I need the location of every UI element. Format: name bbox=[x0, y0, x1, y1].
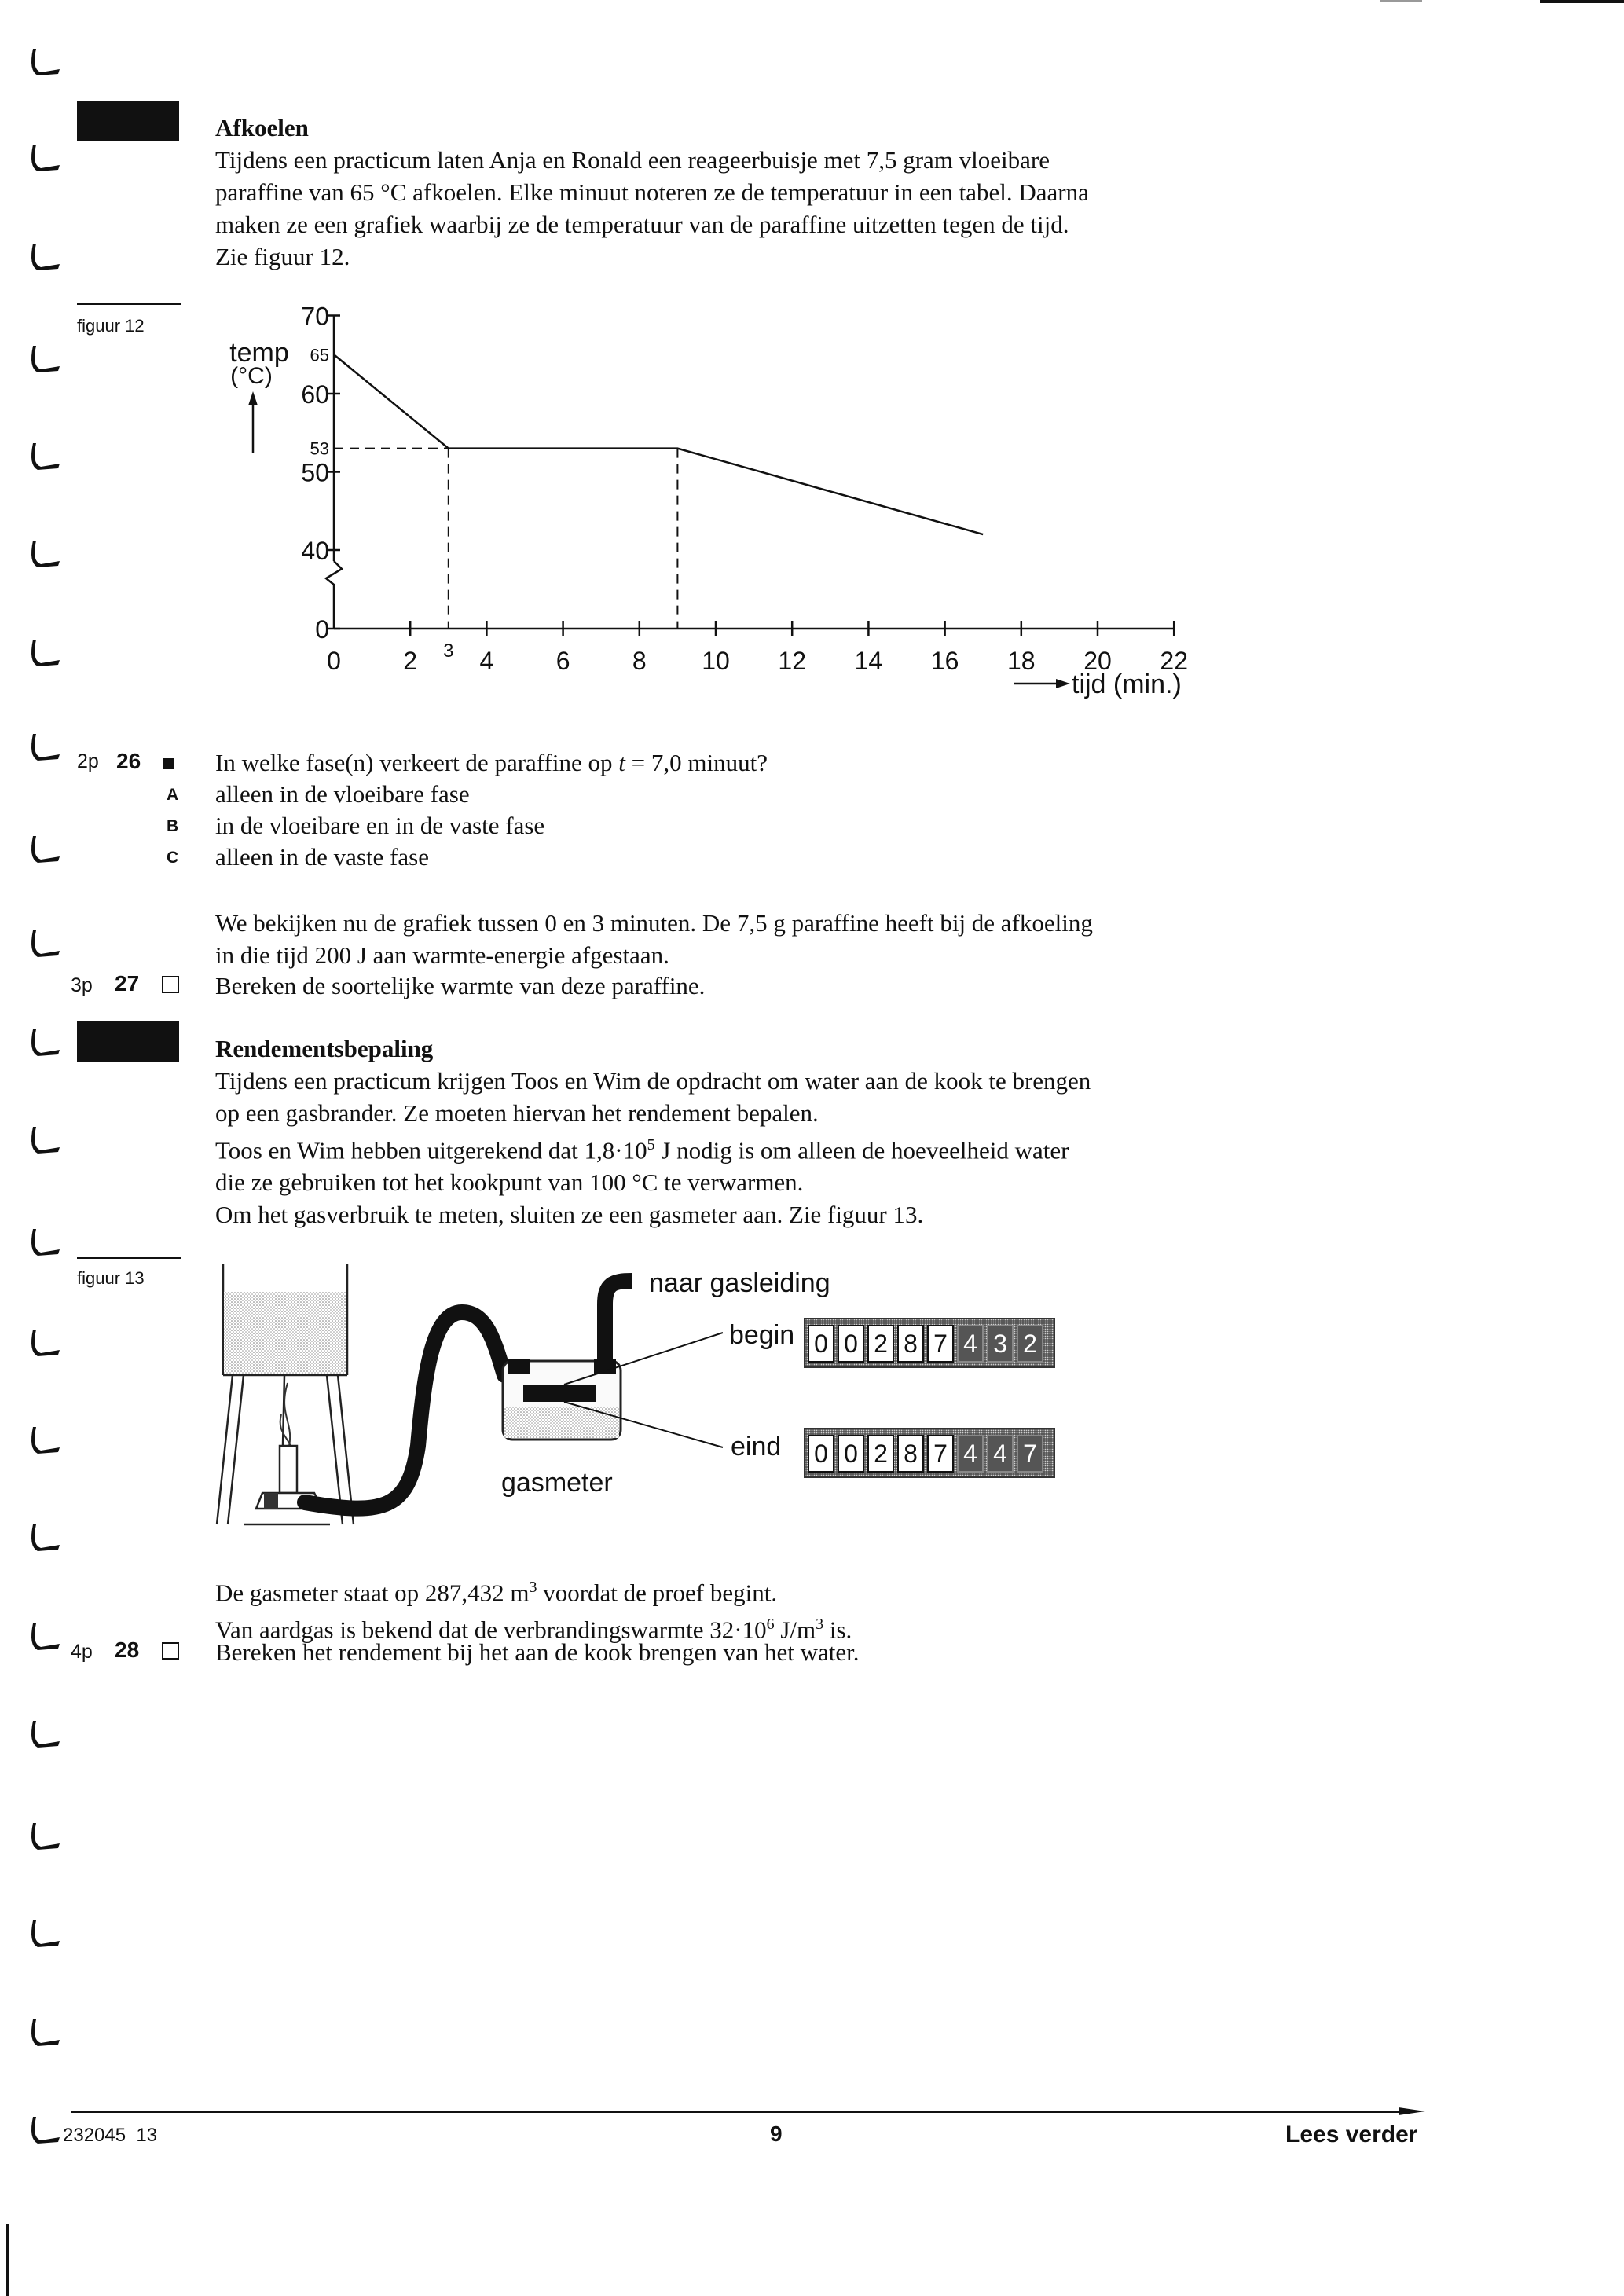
footer-next-label: Lees verder bbox=[1285, 2122, 1418, 2147]
y-tick-label: 70 bbox=[301, 302, 329, 331]
q28-type-mark bbox=[162, 1642, 179, 1660]
x-tick-label: 4 bbox=[479, 647, 494, 675]
q26-number: 26 bbox=[116, 749, 141, 773]
after13-line1-post: voordat de proef begint. bbox=[537, 1579, 778, 1607]
binder-hook-icon bbox=[28, 1326, 64, 1358]
footer-rule bbox=[71, 2111, 1414, 2113]
after13-line2-sup: 3 bbox=[816, 1616, 824, 1634]
binder-hook-icon bbox=[28, 1620, 64, 1652]
after13-line2-mid: J/m bbox=[774, 1616, 816, 1644]
binder-hook-icon bbox=[28, 927, 64, 959]
section2-line: op een gasbrander. Ze moeten hiervan het rendement bepalen. bbox=[215, 1099, 819, 1127]
q28-points: 4p bbox=[71, 1641, 93, 1663]
binder-hook-icon bbox=[28, 1917, 64, 1949]
eind-digit: 4 bbox=[957, 1435, 984, 1473]
section2-title: Rendementsbepaling bbox=[215, 1035, 434, 1062]
beaker-icon bbox=[223, 1264, 347, 1375]
section1-line: maken ze een grafiek waarbij ze de temperatuur van de paraffine uitzetten tegen de tijd. bbox=[215, 211, 1069, 238]
q26-option-letter: A bbox=[167, 786, 179, 804]
eind-digits bbox=[808, 1435, 1043, 1473]
crop-mark bbox=[1380, 0, 1422, 2]
begin-digit: 0 bbox=[808, 1325, 834, 1363]
q26-question-var: t bbox=[618, 749, 625, 776]
y-tick-label: 40 bbox=[301, 537, 329, 565]
q26-option-letter: B bbox=[167, 817, 179, 835]
after13-block bbox=[215, 1572, 1331, 1646]
q28-text: Bereken het rendement bij het aan de kook brengen van het water. bbox=[215, 1638, 860, 1666]
q27-intro-line: in die tijd 200 J aan warmte-energie afgestaan. bbox=[215, 941, 669, 969]
begin-digit: 3 bbox=[987, 1325, 1014, 1363]
begin-pointer-line bbox=[564, 1333, 723, 1385]
eind-digit: 0 bbox=[808, 1435, 834, 1473]
x-tick-label: 22 bbox=[1160, 647, 1188, 675]
gasmeter-label: gasmeter bbox=[501, 1468, 613, 1498]
x-tick-label: 3 bbox=[443, 640, 454, 662]
begin-digit: 4 bbox=[957, 1325, 984, 1363]
q27-intro-line: We bekijken nu de grafiek tussen 0 en 3 minuten. De 7,5 g paraffine heeft bij de afkoeling bbox=[215, 909, 1093, 937]
section1-title: Afkoelen bbox=[215, 114, 309, 141]
q27-intro bbox=[215, 907, 1331, 971]
section-marker bbox=[77, 101, 179, 141]
footer-page-number: 9 bbox=[770, 2122, 783, 2146]
x-tick-label: 20 bbox=[1083, 647, 1112, 675]
begin-digit: 2 bbox=[867, 1325, 894, 1363]
after13-line2-post: is. bbox=[823, 1616, 852, 1644]
eind-label: eind bbox=[731, 1432, 782, 1462]
q26-question bbox=[215, 746, 768, 779]
figure-label-rule bbox=[77, 303, 181, 305]
x-tick-label: 10 bbox=[702, 647, 730, 675]
y-tick-label: 65 bbox=[310, 345, 329, 365]
eind-digit: 8 bbox=[897, 1435, 924, 1473]
q28-number: 28 bbox=[115, 1638, 140, 1662]
binder-hook-icon bbox=[28, 2114, 64, 2145]
section2-line: Tijdens een practicum krijgen Toos en Wim de opdracht om water aan de kook te brengen bbox=[215, 1067, 1091, 1095]
after13-line1-sup: 3 bbox=[529, 1579, 537, 1596]
q27-points: 3p bbox=[71, 974, 93, 996]
x-axis-label: tijd (min.) bbox=[1072, 669, 1182, 699]
q26-option-text: alleen in de vloeibare fase bbox=[215, 780, 470, 808]
binder-hook-icon bbox=[28, 343, 64, 374]
begin-digits bbox=[808, 1325, 1043, 1363]
eind-digit: 0 bbox=[838, 1435, 864, 1473]
section1-block bbox=[215, 112, 1331, 273]
section1-line: Zie figuur 12. bbox=[215, 243, 350, 270]
q26-question-post: = 7,0 minuut? bbox=[625, 749, 768, 776]
y-tick-label: 0 bbox=[315, 615, 329, 644]
binder-hook-icon bbox=[28, 1226, 64, 1257]
x-tick-label: 18 bbox=[1007, 647, 1036, 675]
begin-digit: 2 bbox=[1017, 1325, 1043, 1363]
binder-hook-icon bbox=[28, 440, 64, 471]
q26-type-mark bbox=[163, 757, 174, 771]
x-tick-label: 8 bbox=[632, 647, 647, 675]
x-tick-label: 12 bbox=[778, 647, 806, 675]
binder-hook-icon bbox=[28, 1820, 64, 1851]
after13-line bbox=[215, 1572, 1331, 1608]
after13-line2-pre: Van aardgas is bekend dat de verbrandingswarmte 32·10 bbox=[215, 1616, 767, 1644]
y-axis-arrow-head bbox=[248, 391, 258, 405]
section2-line: Om het gasverbruik te meten, sluiten ze een gasmeter aan. Zie figuur 13. bbox=[215, 1201, 924, 1229]
binder-hook-icon bbox=[28, 1424, 64, 1455]
section2-line3-pre: Toos en Wim hebben uitgerekend dat 1,8·10 bbox=[215, 1136, 647, 1165]
binder-hook-icon bbox=[28, 731, 64, 762]
x-tick-label: 2 bbox=[403, 647, 418, 675]
y-tick-label: 50 bbox=[301, 458, 329, 487]
begin-digit: 8 bbox=[897, 1325, 924, 1363]
binder-hook-icon bbox=[28, 537, 64, 569]
section2-line: die ze gebruiken tot het kookpunt van 100 °C te verwarmen. bbox=[215, 1168, 804, 1197]
figure-label-rule bbox=[77, 1257, 181, 1259]
y-tick-label: 60 bbox=[301, 380, 329, 409]
binder-hook-icon bbox=[28, 46, 64, 77]
q27-text: Bereken de soortelijke warmte van deze paraffine. bbox=[215, 972, 706, 999]
section2-block bbox=[215, 1032, 1331, 1231]
q26-option-text: in de vloeibare en in de vaste fase bbox=[215, 812, 545, 839]
binder-hook-icon bbox=[28, 1124, 64, 1155]
y-axis-unit-label: (°C) bbox=[230, 363, 273, 389]
x-tick-label: 6 bbox=[555, 647, 570, 675]
gas-pipe bbox=[605, 1281, 632, 1363]
y-axis-label: temp bbox=[229, 338, 289, 368]
begin-label: begin bbox=[729, 1320, 795, 1350]
footer-code: 232045 13 bbox=[63, 2125, 158, 2146]
eind-digit: 7 bbox=[1017, 1435, 1043, 1473]
eind-digit: 7 bbox=[927, 1435, 954, 1473]
x-tick-label: 16 bbox=[930, 647, 959, 675]
eind-digit: 2 bbox=[867, 1435, 894, 1473]
binder-hook-icon bbox=[28, 1026, 64, 1058]
after13-line2-sup: 6 bbox=[766, 1616, 775, 1634]
x-tick-label: 14 bbox=[854, 647, 883, 675]
q26-margin bbox=[77, 750, 99, 773]
section1-line: Tijdens een practicum laten Anja en Ronald een reageerbuisje met 7,5 gram vloeibare bbox=[215, 146, 1050, 174]
margin-line bbox=[6, 2224, 9, 2296]
q26-option-text: alleen in de vaste fase bbox=[215, 843, 429, 871]
eind-digit: 4 bbox=[987, 1435, 1014, 1473]
figure13-illustration bbox=[212, 1257, 1076, 1540]
begin-digit: 7 bbox=[927, 1325, 954, 1363]
section2-line bbox=[215, 1129, 1331, 1166]
figure12-chart bbox=[189, 299, 1210, 707]
binder-hook-icon bbox=[28, 1521, 64, 1553]
after13-line1-pre: De gasmeter staat op 287,432 m bbox=[215, 1579, 530, 1607]
y-tick-label: 53 bbox=[310, 438, 329, 459]
x-axis-arrow-head bbox=[1056, 679, 1070, 688]
section2-line3-sup: 5 bbox=[647, 1136, 655, 1154]
section-marker bbox=[77, 1021, 179, 1062]
x-tick-label: 0 bbox=[327, 647, 341, 675]
binder-hook-icon bbox=[28, 833, 64, 864]
q27-type-mark bbox=[162, 976, 179, 993]
crop-mark bbox=[1540, 0, 1624, 3]
binder-hook-icon bbox=[28, 141, 64, 173]
q26-points: 2p bbox=[77, 750, 99, 772]
section2-line3-post: J nodig is om alleen de hoeveelheid water bbox=[654, 1136, 1069, 1165]
binder-hook-icon bbox=[28, 1718, 64, 1749]
figure12-label: figuur 12 bbox=[77, 316, 145, 336]
figure13-label: figuur 13 bbox=[77, 1268, 145, 1288]
binder-hook-icon bbox=[28, 240, 64, 272]
q26-option-letter: C bbox=[167, 849, 179, 867]
chart-layer bbox=[229, 303, 1188, 700]
footer-arrow-icon bbox=[1399, 2101, 1425, 2122]
naar-gasleiding-label: naar gasleiding bbox=[649, 1268, 830, 1298]
cooling-curve-line bbox=[334, 354, 983, 534]
q26-question-pre: In welke fase(n) verkeert de paraffine op bbox=[215, 749, 619, 776]
binder-hook-icon bbox=[28, 2016, 64, 2048]
begin-digit: 0 bbox=[838, 1325, 864, 1363]
binder-hook-icon bbox=[28, 636, 64, 668]
section1-line: paraffine van 65 °C afkoelen. Elke minuut noteren ze de temperatuur in een tabel. Daarna bbox=[215, 178, 1089, 206]
q27-number: 27 bbox=[115, 971, 140, 996]
